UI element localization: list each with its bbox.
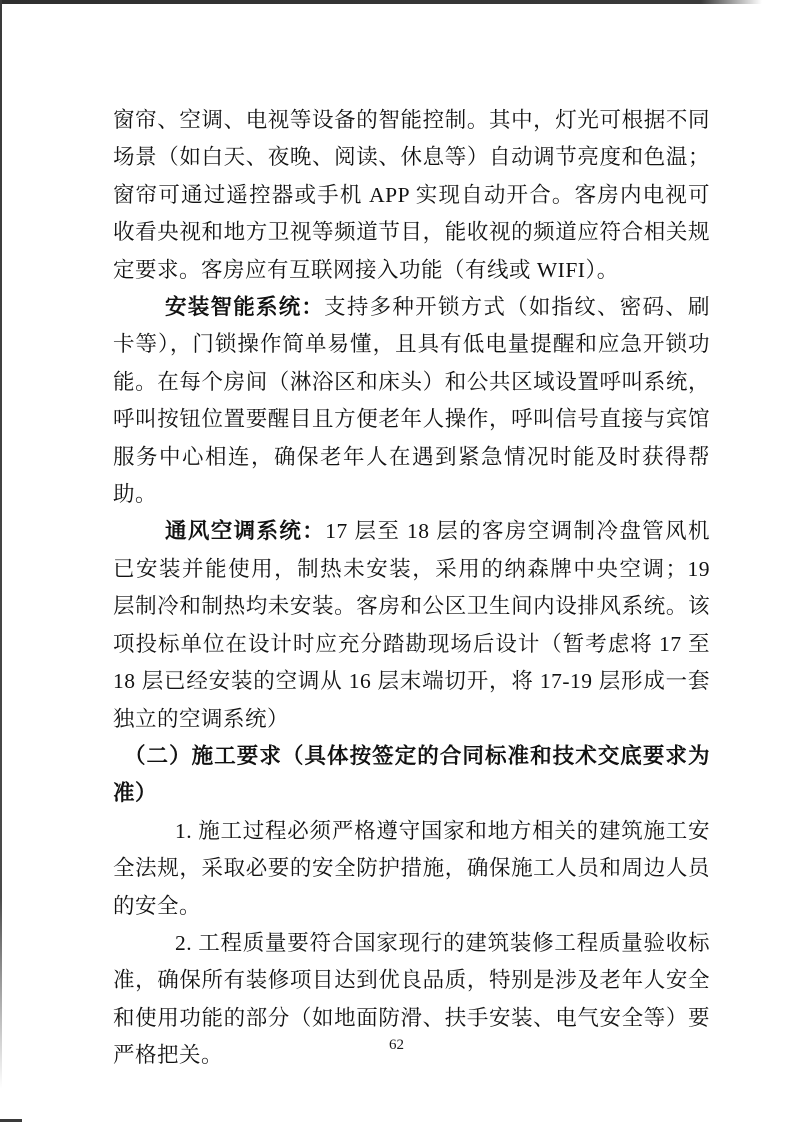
paragraph-smart-lock-system xyxy=(113,289,710,513)
paragraph-smart-device-control xyxy=(113,102,710,289)
heading-text: （二）施工要求（具体按签定的合同标准和技术交底要求为准） xyxy=(113,743,710,806)
scan-artifact-top-edge xyxy=(0,0,762,4)
paragraph-text: 支持多种开锁方式（如指纹、密码、刷卡等），门锁操作简单易懂，且具有低电量提醒和应急开锁功能。在每个房间（淋浴区和床头）和公共区域设置呼叫系统，呼叫按钮位置要醒目且方便老年人操作，呼叫信号直接与宾馆服务中心相连，确保老年人在遇到紧急情况时能及时获得帮助。 xyxy=(113,295,710,507)
paragraph-text: 窗帘、空调、电视等设备的智能控制。其中，灯光可根据不同场景（如白天、夜晚、阅读、休息等）自动调节亮度和色温；窗帘可通过遥控器或手机 APP 实现自动开合。客房内电视可收看央视和地方卫视等频道节目，能收视的频道应符合相关规定要求。客房应有互联网接入功能（有线或 WIFI）。 xyxy=(113,108,710,282)
scan-artifact-left-edge xyxy=(0,0,2,1122)
paragraph-text: 2. 工程质量要符合国家现行的建筑装修工程质量验收标准，确保所有装修项目达到优良品质，特别是涉及老年人安全和使用功能的部分（如地面防滑、扶手安装、电气安全等）要严格把关。 xyxy=(113,930,710,1068)
page-text-block xyxy=(113,102,710,1075)
paragraph-hvac-system xyxy=(113,513,710,737)
paragraph-lead-label: 通风空调系统： xyxy=(165,519,326,544)
paragraph-text: 1. 施工过程必须严格遵守国家和地方相关的建筑施工安全法规，采取必要的安全防护措施，确保施工人员和周边人员的安全。 xyxy=(113,818,710,918)
paragraph-text: 17 层至 18 层的客房空调制冷盘管风机已安装并能使用，制热未安装，采用的纳森牌中央空调；19 层制冷和制热均未安装。客房和公区卫生间内设排风系统。该项投标单位在设计时应充分踏勘现场后设计（暂考虑将 17 至 18 层已经安装的空调从 16 层末端切开，将 17-19 层形成一套独立的空调系统） xyxy=(113,519,710,731)
paragraph-item-1-safety xyxy=(113,813,710,925)
page-number: 62 xyxy=(389,1037,404,1053)
heading-construction-requirements xyxy=(113,738,710,813)
paragraph-lead-label: 安装智能系统： xyxy=(165,295,325,320)
